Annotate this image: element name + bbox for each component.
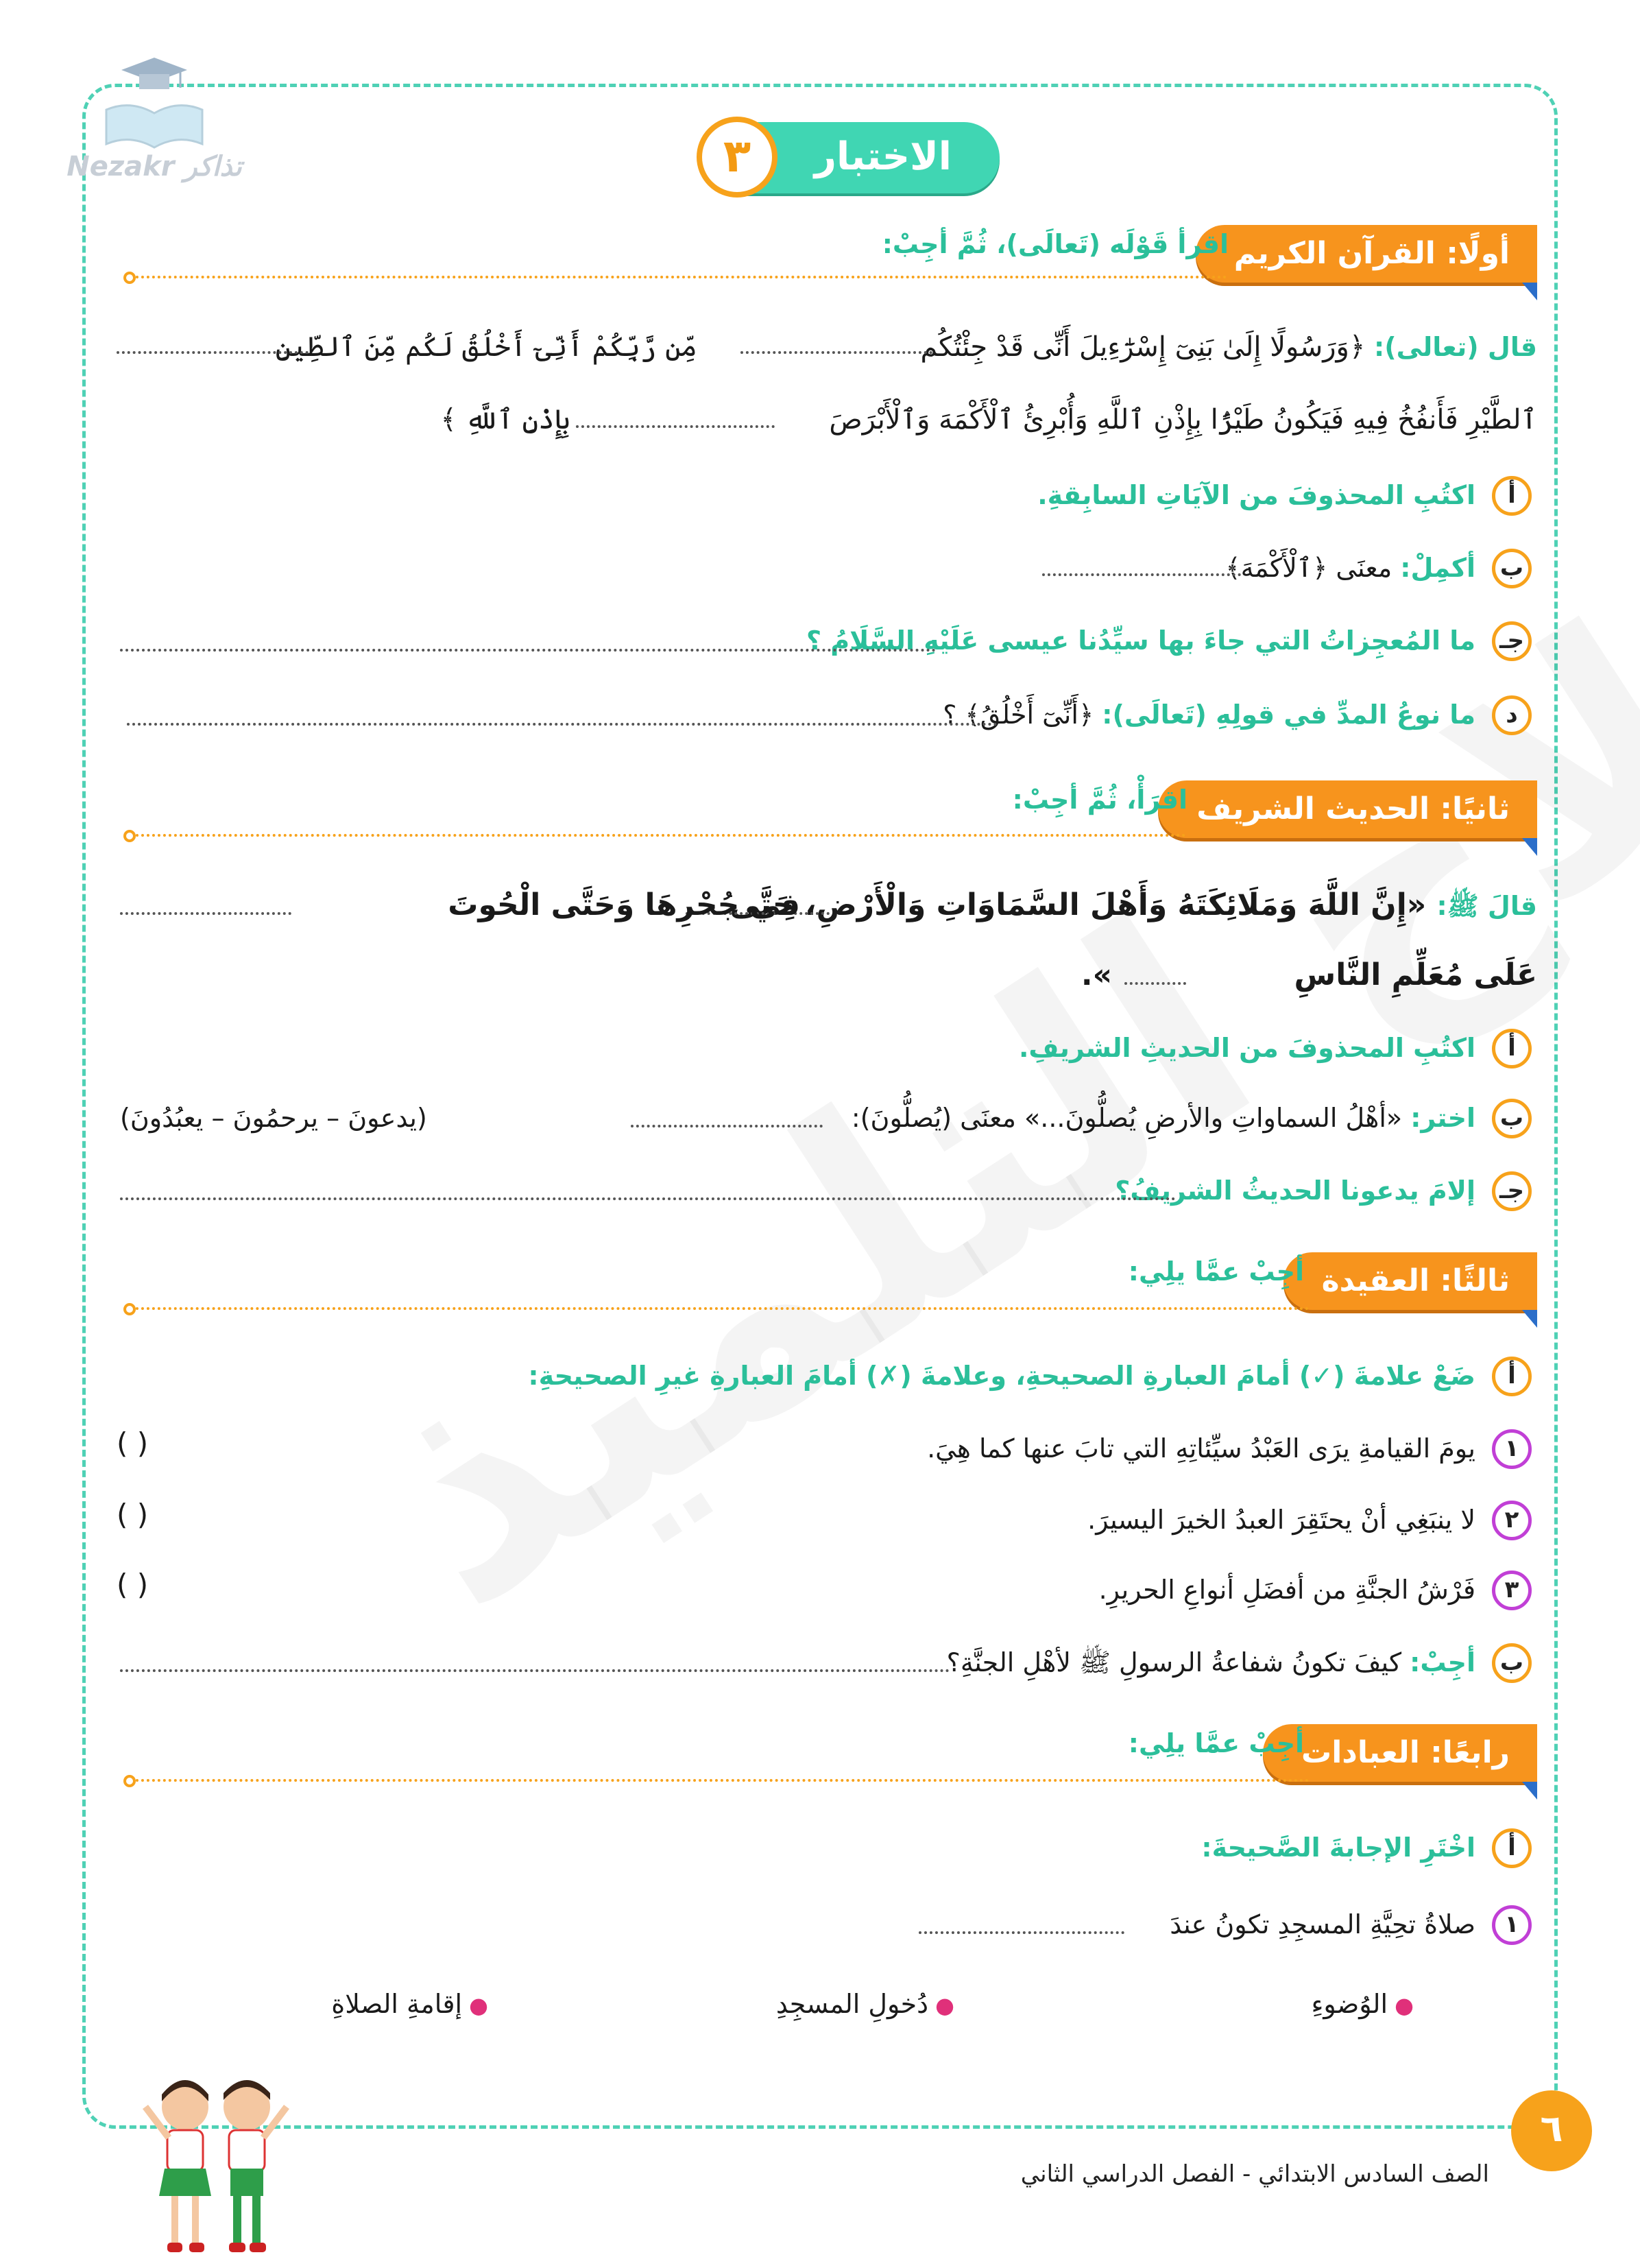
option-3[interactable]: ●إقامةِ الصلاةِ: [331, 1989, 488, 2019]
page-number: ٦: [1511, 2090, 1592, 2171]
question-a-quran: اكتُبِ المحذوفَ من الآيَاتِ السابِقةِ.: [1037, 480, 1475, 510]
bullet-icon: ●: [469, 1992, 488, 2018]
verse-intro: قال (تعالى):: [1374, 332, 1537, 362]
blank-line: [740, 351, 932, 354]
section-divider: [130, 834, 1186, 837]
question-letter-badge: د: [1492, 695, 1532, 735]
children-illustration: [137, 2059, 295, 2265]
bullet-icon: ●: [1395, 1992, 1414, 2018]
hadith-part-3: عَلَى مُعَلِّمِ النَّاسِ: [1294, 957, 1537, 992]
section-divider: [130, 1779, 1310, 1782]
question-b-label: أجِبْ:: [1410, 1647, 1475, 1678]
verse-line-1: [921, 326, 1537, 368]
question-letter-badge: ب: [1492, 549, 1532, 588]
question-letter-badge: أ: [1492, 1357, 1532, 1396]
verse-part-3: ٱلطَّيْرِ فَأَنفُخُ فِيهِ فَيَكُونُ طَيْرًۢا بِإِذْنِ ٱللَّهِ وَأُبْرِئُ ٱلْأَكْمَهَ وَٱلْأَبْرَصَ: [829, 404, 1537, 435]
book-icon: [103, 96, 206, 151]
bullet-icon: ●: [935, 1992, 954, 2018]
question-b-text: كيفَ تكونُ شفاعةُ الرسولِ ﷺ لأهْلِ الجنَّةِ؟: [946, 1647, 1402, 1678]
section-tab-worship: رابعًا: العبادات: [1263, 1724, 1537, 1782]
statement-number-badge: ٣: [1492, 1571, 1532, 1610]
question-letter-badge: جـ: [1492, 621, 1532, 661]
answer-line: [631, 1125, 823, 1127]
answer-line: [120, 1669, 950, 1672]
statement-3: فَرْشُ الجنَّةِ من أفضَلِ أنواعِ الحريرِ.: [1098, 1575, 1475, 1605]
logo: [55, 48, 254, 185]
verse-part-2: مِّن رَّبِّكُمْ أَنِّىٓ أَخْلُقُ لَكُم مِّنَ ٱلطِّينِ: [275, 331, 697, 363]
question-c-hadith: إلامَ يدعونا الحديثُ الشريفُ؟: [1115, 1175, 1475, 1206]
section-divider: [130, 1307, 1310, 1310]
section-instruction-aqeedah: أجِبْ عمَّا يلِي:: [1128, 1256, 1304, 1287]
hadith-end: ».: [1081, 957, 1112, 992]
verse-part-4: بِإِذْنِ ٱللَّهِ ﴾: [440, 404, 570, 435]
exam-title: [705, 122, 1000, 193]
question-letter-badge: أ: [1492, 1828, 1532, 1868]
option-1[interactable]: ●الوُضوءِ: [1311, 1989, 1414, 2019]
hadith-intro: قالَ ﷺ:: [1436, 891, 1537, 921]
answer-line: [127, 723, 998, 726]
question-letter-badge: أ: [1492, 1029, 1532, 1069]
question-d-label: ما نوعُ المدِّ في قولِهِ (تَعالَى):: [1102, 700, 1475, 730]
footer-grade: الصف السادس الابتدائي - الفصل الدراسي الثاني: [1020, 2160, 1489, 2188]
exam-number: ٣: [697, 117, 777, 198]
verse-part-1: ﴿وَرَسُولًا إِلَىٰ بَنِىٓ إِسْرَٰٓءِيلَ أَنِّى قَدْ جِئْتُكُم: [920, 331, 1366, 363]
question-a-hadith: اكتُبِ المحذوفَ من الحديثِ الشريفِ.: [1018, 1033, 1475, 1063]
graduation-cap-icon: [120, 56, 189, 97]
question-c-quran: ما المُعجِزاتُ التي جاءَ بها سيِّدُنا عيسى عَلَيْهِ السَّلَامُ ؟: [806, 625, 1475, 656]
section-divider: [130, 276, 1227, 278]
section-instruction-quran: اقرأ قَوْلَه (تَعالَى)، ثُمَّ أجِبْ:: [882, 229, 1229, 259]
blank-line: [120, 912, 291, 915]
blank-line: [117, 351, 309, 354]
question-b-label: اختر:: [1410, 1103, 1475, 1133]
answer-line: [919, 1931, 1124, 1934]
answer-box-2[interactable]: ( ): [117, 1498, 149, 1531]
question-letter-badge: ب: [1492, 1099, 1532, 1138]
question-a-worship: اخْتَرِ الإجابةَ الصَّحيحةَ:: [1201, 1833, 1475, 1863]
item-number-badge: ١: [1492, 1905, 1532, 1945]
hadith-part-2: فِي جُحْرِهَا وَحَتَّى الْحُوتَ: [448, 887, 800, 922]
answer-box-1[interactable]: ( ): [117, 1427, 149, 1460]
section-instruction-hadith: اقرَأْ، ثُمَّ أجِبْ:: [1012, 785, 1187, 815]
blank-line: [1124, 982, 1186, 985]
question-b-label: أكمِلْ:: [1400, 553, 1475, 583]
answer-line: [1042, 573, 1241, 576]
statement-number-badge: ١: [1492, 1429, 1532, 1469]
question-letter-badge: ب: [1492, 1643, 1532, 1683]
section-tab-quran: أولًا: القرآن الكريم: [1196, 225, 1537, 283]
logo-brand: Nezakr تذاكر: [67, 151, 242, 182]
answer-line: [120, 1197, 1176, 1200]
section-tab-hadith: ثانيًا: الحديث الشريف: [1158, 780, 1537, 838]
question-d-quran: [943, 694, 1475, 735]
section-tab-aqeedah: ثالثًا: العقيدة: [1283, 1252, 1537, 1310]
hadith-line-1: [729, 885, 1537, 927]
blank-line: [576, 425, 775, 428]
section-instruction-worship: أجِبْ عمَّا يلِي:: [1128, 1728, 1304, 1758]
question-letter-badge: أ: [1492, 476, 1532, 516]
answer-box-3[interactable]: ( ): [117, 1568, 149, 1601]
option-2[interactable]: ●دُخولِ المسجِدِ: [775, 1989, 954, 2019]
question-letter-badge: جـ: [1492, 1171, 1532, 1211]
question-b-text: معنَى ﴿ٱلْأَكْمَهَ﴾: [1225, 553, 1392, 583]
question-d-text: ﴿أَنِّىٓ أَخْلُقُ﴾ ؟: [943, 700, 1094, 730]
question-a-aqeedah: ضَعْ علامةَ (✓) أمامَ العبارةِ الصحيحةِ، وعلامةَ (✗) أمامَ العبارةِ غيرِ الصحيحةِ:: [528, 1361, 1475, 1391]
statement-2: لا ينبَغِي أنْ يحتَقِرَ العبدُ الخيرَ اليسيرَ.: [1087, 1505, 1475, 1535]
question-b-quran: [1225, 547, 1475, 588]
question-b-hadith: [852, 1097, 1475, 1138]
answer-line: [120, 649, 936, 652]
item-text: صلاةُ تحِيَّةِ المسجِدِ تكونُ عندَ: [1170, 1909, 1475, 1939]
statement-1: يومَ القيامةِ يرَى العَبْدُ سيِّئاتِهِ التي تابَ عنها كما هِيَ.: [927, 1433, 1475, 1464]
statement-number-badge: ٢: [1492, 1501, 1532, 1540]
hadith-part-1: «إِنَّ اللَّهَ وَمَلَائِكَتَهُ وَأَهْلَ السَّمَاوَاتِ وَالْأَرْضِ، حَتَّى: [729, 887, 1427, 922]
choice-options: (يدعونَ – يرحمُونَ – يعبُدُونَ): [120, 1103, 427, 1133]
question-b-aqeedah: [947, 1642, 1475, 1683]
exam-title-label: الاختبار: [814, 134, 952, 179]
question-b-text: «أهْلُ السماواتِ والأرضِ يُصلُّونَ...» معنَى (يُصلُّونَ):: [851, 1103, 1403, 1133]
